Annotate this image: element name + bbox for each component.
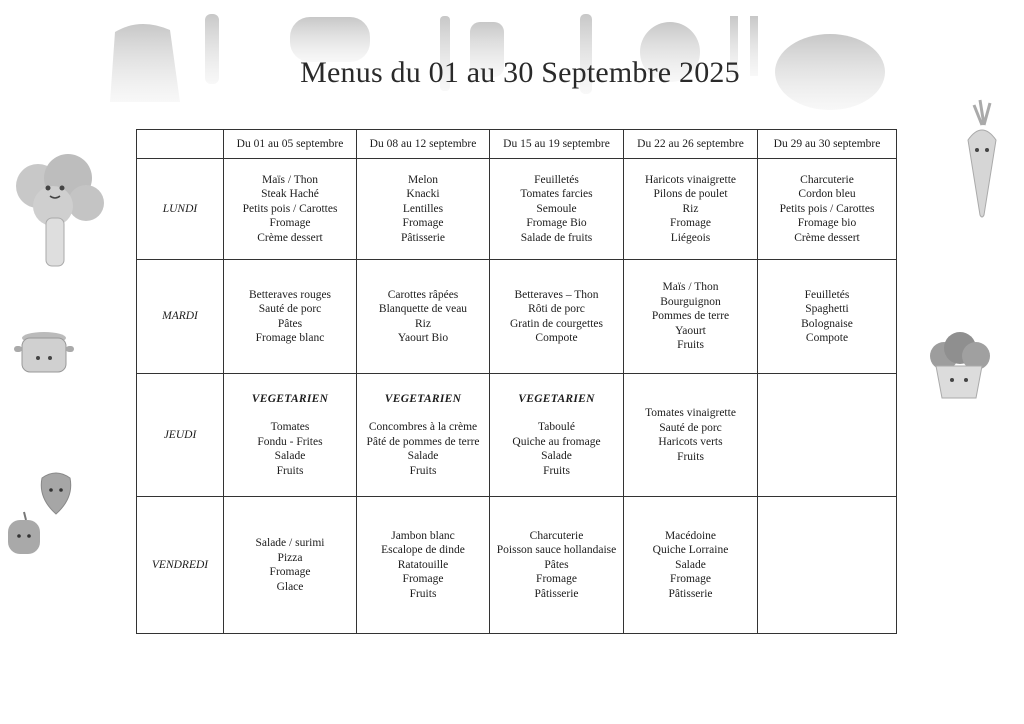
day-row-lundi xyxy=(137,159,897,260)
menu-item: Macédoine xyxy=(664,529,717,542)
menu-item: Bolognaise xyxy=(801,317,853,330)
week-header: Du 01 au 05 septembre xyxy=(224,130,357,159)
vegetarian-label: VEGETARIEN xyxy=(518,392,595,405)
menu-item: Carottes râpées xyxy=(387,288,459,301)
menu-item: Quiche au fromage xyxy=(512,435,601,448)
menu-cell xyxy=(357,497,490,634)
menu-item: Glace xyxy=(276,580,304,593)
week-header: Du 29 au 30 septembre xyxy=(758,130,897,159)
menu-item: Pâtisserie xyxy=(534,587,579,600)
menu-item: Concombres à la crème xyxy=(368,421,478,434)
menu-cell xyxy=(357,159,490,260)
menu-item: Maïs / Thon xyxy=(261,173,318,186)
menu-cell xyxy=(490,374,624,497)
menu-item: Poisson sauce hollandaise xyxy=(496,544,617,557)
menu-table xyxy=(136,129,897,634)
menu-cell xyxy=(357,374,490,497)
menu-item: Betteraves rouges xyxy=(248,288,332,301)
menu-item: Taboulé xyxy=(538,421,575,434)
menu-item: Fromage xyxy=(670,573,711,586)
menu-item: Sauté de porc xyxy=(258,303,322,315)
day-label: MARDI xyxy=(137,260,224,374)
vegetarian-label: VEGETARIEN xyxy=(384,392,462,405)
menu-item: Tomates farcies xyxy=(520,188,593,201)
menu-cell xyxy=(624,260,758,374)
week-header-row xyxy=(137,130,897,159)
menu-cell xyxy=(624,159,758,260)
broccoli-icon xyxy=(8,148,108,268)
menu-item: Crème dessert xyxy=(794,231,860,244)
menu-item: Pâtisserie xyxy=(400,231,446,244)
menu-item: Fondu - Frites xyxy=(257,435,323,448)
apple-icon xyxy=(4,508,44,558)
menu-item: Fromage xyxy=(670,217,711,230)
menu-item: Fruits xyxy=(409,587,437,600)
menu-cell xyxy=(224,159,357,260)
menu-item: Pilons de poulet xyxy=(653,188,728,201)
menu-item: Salade / surimi xyxy=(255,537,325,549)
menu-item: Haricots vinaigrette xyxy=(644,173,736,186)
menu-item: Fromage blanc xyxy=(255,332,325,344)
menu-cell xyxy=(224,374,357,497)
menu-item: Fromage xyxy=(269,566,311,578)
page-title: Menus du 01 au 30 Septembre 2025 xyxy=(300,56,740,89)
menu-cell xyxy=(490,260,624,374)
menu-item: Steak Haché xyxy=(261,188,319,201)
menu-cell xyxy=(758,260,897,374)
menu-item: Tomates xyxy=(270,421,310,434)
menu-item: Pommes de terre xyxy=(651,310,730,323)
menu-item: Maïs / Thon xyxy=(662,281,719,294)
menu-item: Semoule xyxy=(536,202,577,215)
menu-item: Gratin de courgettes xyxy=(509,317,604,330)
menu-item: Quiche Lorraine xyxy=(652,544,729,557)
menu-cell xyxy=(758,374,897,497)
menu-item: Fruits xyxy=(276,464,304,477)
corner-cell xyxy=(137,130,224,159)
menu-item: Feuilletés xyxy=(804,288,850,301)
menu-item: Pâté de pommes de terre xyxy=(366,435,480,448)
menu-item: Spaghetti xyxy=(805,303,849,315)
menu-cell xyxy=(224,260,357,374)
menu-item: Fromage Bio xyxy=(526,217,587,230)
vegetarian-label: VEGETARIEN xyxy=(251,392,329,405)
menu-item: Pizza xyxy=(277,551,303,564)
carrot-icon xyxy=(960,95,1004,220)
menu-item: Petits pois / Carottes xyxy=(779,202,875,215)
menu-item: Riz xyxy=(415,317,431,330)
menu-cell xyxy=(624,374,758,497)
menu-item: Betteraves – Thon xyxy=(514,288,599,301)
menu-item: Salade xyxy=(675,558,706,571)
menu-item: Blanquette de veau xyxy=(378,303,468,315)
menu-item: Sauté de porc xyxy=(659,421,722,434)
menu-cell xyxy=(490,497,624,634)
menu-item: Salade xyxy=(541,450,572,463)
menu-item: Fromage xyxy=(402,573,444,586)
cooking-pot-icon xyxy=(14,326,74,376)
menu-item: Charcuterie xyxy=(529,529,584,542)
menu-item: Fromage xyxy=(402,217,444,230)
menu-item: Compote xyxy=(535,332,578,344)
menu-item: Fruits xyxy=(677,339,704,352)
menu-cell xyxy=(490,159,624,260)
menu-item: Yaourt Bio xyxy=(397,332,449,344)
menu-cell xyxy=(224,497,357,634)
menu-item: Fruits xyxy=(677,450,704,463)
menu-item: Salade de fruits xyxy=(520,231,593,244)
menu-item: Lentilles xyxy=(402,202,444,215)
week-header: Du 22 au 26 septembre xyxy=(624,130,758,159)
menu-item: Fromage bio xyxy=(797,217,857,230)
menu-item: Bourguignon xyxy=(660,295,721,308)
menu-cell xyxy=(624,497,758,634)
menu-item: Crème dessert xyxy=(257,231,323,244)
menu-cell xyxy=(357,260,490,374)
menu-item: Cordon bleu xyxy=(798,188,856,201)
menu-item: Fruits xyxy=(543,464,570,477)
week-header: Du 08 au 12 septembre xyxy=(357,130,490,159)
day-row-vendredi xyxy=(137,497,897,634)
menu-item: Pâtes xyxy=(277,317,303,330)
menu-item: Salade xyxy=(407,450,439,463)
menu-item: Escalope de dinde xyxy=(381,544,465,557)
menu-item: Ratatouille xyxy=(397,558,449,571)
menu-item: Melon xyxy=(407,173,439,186)
menu-item: Salade xyxy=(274,450,306,463)
menu-item: Liégeois xyxy=(670,231,711,244)
menu-item: Jambon blanc xyxy=(391,529,455,542)
menu-item: Petits pois / Carottes xyxy=(242,202,338,215)
menu-item: Fruits xyxy=(409,464,437,477)
menu-item: Knacki xyxy=(406,188,440,201)
menu-item: Fromage xyxy=(536,573,577,586)
day-row-jeudi xyxy=(137,374,897,497)
menu-item: Riz xyxy=(682,202,699,215)
day-row-mardi xyxy=(137,260,897,374)
menu-item: Feuilletés xyxy=(534,173,579,186)
menu-cell xyxy=(758,159,897,260)
day-label: LUNDI xyxy=(137,159,224,260)
menu-item: Haricots verts xyxy=(658,436,723,448)
menu-cell xyxy=(758,497,897,634)
menu-item: Charcuterie xyxy=(800,173,854,186)
menu-item: Rôti de porc xyxy=(528,303,585,315)
menu-item: Compote xyxy=(805,332,849,344)
menu-item: Pâtes xyxy=(544,558,569,571)
day-label: JEUDI xyxy=(137,374,224,497)
cupcake-icon xyxy=(924,330,994,402)
week-header: Du 15 au 19 septembre xyxy=(490,130,624,159)
menu-item: Fromage xyxy=(269,217,311,230)
day-label: VENDREDI xyxy=(137,497,224,634)
menu-item: Pâtisserie xyxy=(668,587,713,600)
menu-item: Yaourt xyxy=(675,324,706,337)
menu-item: Tomates vinaigrette xyxy=(645,407,736,419)
